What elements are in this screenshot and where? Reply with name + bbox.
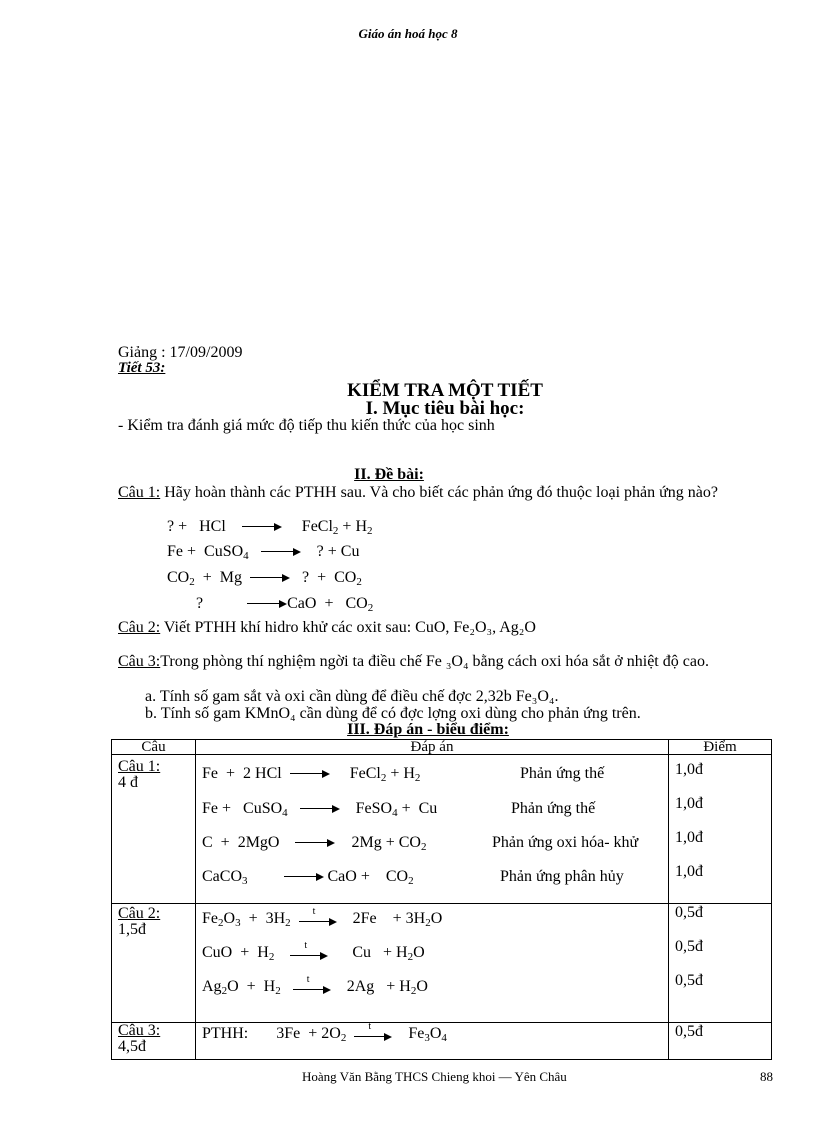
q1-answer-label: Câu 1: <box>118 758 161 775</box>
heat-arrow-icon: t <box>299 912 337 926</box>
a2-equation: Fe + CuSO$_4$ FeSO$_4$ + Cu <box>202 800 438 819</box>
score-7: 0,5đ <box>675 972 703 989</box>
a5-equation: $Fe_2O_3 + 3H_2$ t 2Fe + $3H_2O$ <box>202 906 443 929</box>
page-footer: Hoàng Văn Bằng THCS Chieng khoi — Yên Châu <box>302 1069 567 1084</box>
question-2 <box>118 619 536 637</box>
q1-equation-1: ? + HCl FeCl$_2$ + $H_2$ <box>167 518 373 537</box>
section3-heading: III. Đáp án - biểu điểm: <box>347 721 509 738</box>
document-title: KIỂM TRA MỘT TIẾT <box>347 380 543 401</box>
q3-label-cell <box>112 1023 196 1060</box>
arrow-icon <box>295 839 335 847</box>
a8-equation: PTHH: $3Fe + 2O_2$ t $Fe_3O_4$ <box>202 1021 447 1044</box>
score-5: 0,5đ <box>675 904 703 921</box>
heat-arrow-icon: t <box>290 946 328 960</box>
score-8: 0,5đ <box>675 1023 703 1040</box>
page-header: Giáo án hoá học 8 <box>358 26 458 41</box>
q1-score-cell <box>669 755 772 904</box>
q3-answer-cell <box>196 1023 669 1060</box>
q3-answer-points: 4,5đ <box>118 1038 146 1055</box>
arrow-icon <box>290 770 330 778</box>
table-header-row <box>112 740 772 755</box>
question-2-text: Viết PTHH khí hidro khử các oxit sau: CuO, Fe₂O₃, Ag₂O <box>160 619 536 636</box>
question-1 <box>118 484 776 501</box>
question-3 <box>118 653 778 670</box>
column-header-question: Câu <box>112 740 196 755</box>
arrow-icon <box>300 805 340 813</box>
score-1: 1,0đ <box>675 761 703 778</box>
table-row <box>112 755 772 904</box>
page-number: 88 <box>760 1069 773 1084</box>
a1-equation: Fe + 2 HCl FeCl$_2$ + $H_2$ <box>202 765 421 784</box>
a7-equation: $Ag_2O + H_2$ t $2Ag + H_2O$ <box>202 974 428 997</box>
q3-answer-label: Câu 3: <box>118 1022 161 1039</box>
q1-answer-points: 4 đ <box>118 774 138 791</box>
score-2: 1,0đ <box>675 795 703 812</box>
arrow-icon <box>247 600 287 608</box>
lesson-number: Tiết 53: <box>118 360 166 376</box>
q1-equation-4: ? CaO + $CO_2$ <box>196 595 374 614</box>
arrow-icon <box>242 523 282 531</box>
question-3a: a. Tính số gam sắt và oxi cần dùng để điều chế đợc 2,32b Fe₃O₄. <box>145 688 559 705</box>
question-1-label: Câu 1: <box>118 484 161 501</box>
section1-heading: I. Mục tiêu bài học: <box>365 398 525 419</box>
column-header-answer: Đáp án <box>196 740 669 755</box>
a3-type: Phản ứng oxi hóa- khử <box>492 834 639 851</box>
question-2-label: Câu 2: <box>118 619 161 636</box>
a3-equation: C + 2MgO $2Mg + CO_2$ <box>202 834 427 853</box>
question-3-label: Câu 3: <box>118 653 161 670</box>
arrow-icon <box>250 574 290 582</box>
heat-arrow-icon: t <box>354 1027 392 1041</box>
q2-answer-points: 1,5đ <box>118 921 146 938</box>
question-3b: b. Tính số gam KMnO₄ cần dùng để có đợc lợng oxi dùng cho phản ứng trên. <box>145 705 641 722</box>
a6-equation: CuO + $H_2$ t $Cu + H_2O$ <box>202 940 425 963</box>
question-3-text: Trong phòng thí nghiệm ngời ta điều chế Fe ₃O₄ bằng cách oxi hóa sắt ở nhiệt độ cao. <box>160 653 709 670</box>
pthh-label: PTHH: <box>202 1025 249 1042</box>
a4-type: Phản ứng phân hủy <box>500 868 624 885</box>
q1-answer-cell <box>196 755 669 904</box>
q1-equation-2: Fe + CuSO$_4$ ? + Cu <box>167 543 360 562</box>
score-4: 1,0đ <box>675 863 703 880</box>
a1-type: Phản ứng thế <box>520 765 605 782</box>
date-line: Giảng : 17/09/2009 <box>118 344 243 361</box>
question-1-text: Hãy hoàn thành các PTHH sau. Và cho biết các phản ứng đó thuộc loại phản ứng nào? <box>160 484 718 501</box>
q2-score-cell <box>669 904 772 1023</box>
score-3: 1,0đ <box>675 829 703 846</box>
objective-text: - Kiểm tra đánh giá mức độ tiếp thu kiến thức của học sinh <box>118 417 495 434</box>
q2-answer-label: Câu 2: <box>118 905 161 922</box>
column-header-score: Điểm <box>669 740 772 755</box>
q2-answer-cell <box>196 904 669 1023</box>
q3-score-cell <box>669 1023 772 1060</box>
score-6: 0,5đ <box>675 938 703 955</box>
table-row <box>112 904 772 1023</box>
a2-type: Phản ứng thế <box>511 800 596 817</box>
q1-label-cell <box>112 755 196 904</box>
a4-equation: CaCO$_3$ CaO + $CO_2$ <box>202 868 414 887</box>
q1-equation-3: $CO_2 + Mg$ ? + $CO_2$ <box>167 569 362 588</box>
arrow-icon <box>261 548 301 556</box>
q2-label-cell <box>112 904 196 1023</box>
answer-table <box>111 739 772 1060</box>
table-row <box>112 1023 772 1060</box>
heat-arrow-icon: t <box>293 980 331 994</box>
arrow-icon <box>284 873 324 881</box>
section2-heading: II. Đề bài: <box>354 466 424 483</box>
